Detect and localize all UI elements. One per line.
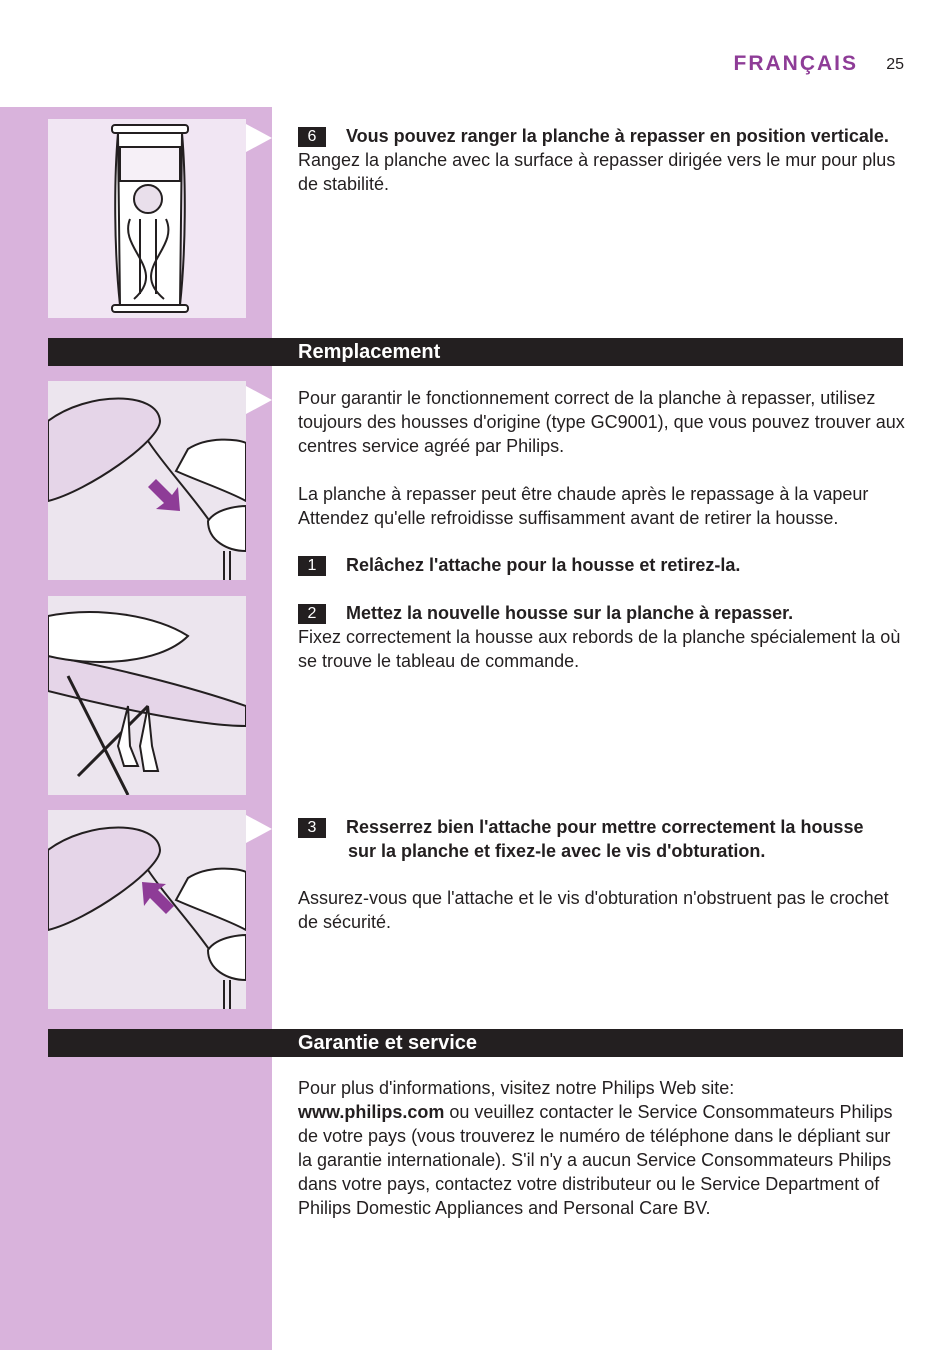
section-heading-band	[48, 338, 903, 366]
figure-release-strap	[48, 381, 246, 580]
step-1	[298, 553, 908, 577]
warranty-text: ou veuillez contacter le Service Consommateurs Philips de votre pays (vous trouverez le numéro de téléphone dans le dépliant sur la garantie internationale). S'il n'y a aucun Service Consommateurs Philips dans votre pays, contactez votre distributeur ou le Service Department of Philips Domestic Appliances and Personal Care BV.	[298, 1102, 893, 1218]
philips-website-link[interactable]: www.philips.com	[298, 1102, 445, 1122]
arrow-icon	[148, 479, 180, 511]
language-label: FRANÇAIS	[733, 52, 858, 75]
step-body: Rangez la planche avec la surface à repasser dirigée vers le mur pour plus de stabilité.	[298, 150, 896, 194]
section-heading-band	[48, 1029, 903, 1057]
step-title: Relâchez l'attache pour la housse et retirez-la.	[346, 555, 741, 575]
step-body: Fixez correctement la housse aux rebords de la planche spécialement la où se trouve le tableau de commande.	[298, 627, 901, 671]
step-title-continued: sur la planche et fixez-le avec le vis d'obturation.	[348, 841, 766, 861]
step-3	[298, 815, 908, 863]
page-number: 25	[886, 56, 904, 73]
step-6	[298, 124, 908, 196]
figure-pointer	[246, 124, 272, 152]
step-number: 3	[298, 818, 326, 838]
step-2	[298, 601, 908, 673]
section-heading: Garantie et service	[298, 1032, 477, 1054]
step-number: 1	[298, 556, 326, 576]
replacement-intro: Pour garantir le fonctionnement correct de la planche à repasser, utilisez toujours des housses d'origine (type GC9001), que vous pouvez trouver aux centres service agréé par Philips.	[298, 388, 905, 456]
step-3-note: Assurez-vous que l'attache et le vis d'obturation n'obstruent pas le crochet de sécurité.	[298, 888, 889, 932]
warranty-line-1: Pour plus d'informations, visitez notre Philips Web site:	[298, 1078, 735, 1098]
step-title: Resserrez bien l'attache pour mettre correctement la housse	[346, 817, 864, 837]
section-heading: Remplacement	[298, 341, 441, 363]
step-title: Vous pouvez ranger la planche à repasser en position verticale.	[346, 126, 889, 146]
warranty-paragraph	[298, 1076, 908, 1220]
figure-upright-board	[48, 119, 246, 318]
replacement-warning: La planche à repasser peut être chaude après le repassage à la vapeur Attendez qu'elle refroidisse suffisamment avant de retirer la housse.	[298, 484, 869, 528]
figure-pointer	[246, 386, 272, 414]
step-number: 2	[298, 604, 326, 624]
figure-tighten-strap	[48, 810, 246, 1009]
step-title: Mettez la nouvelle housse sur la planche à repasser.	[346, 603, 794, 623]
step-number: 6	[298, 127, 326, 147]
figure-pointer	[246, 815, 272, 843]
figure-new-cover	[48, 596, 246, 795]
